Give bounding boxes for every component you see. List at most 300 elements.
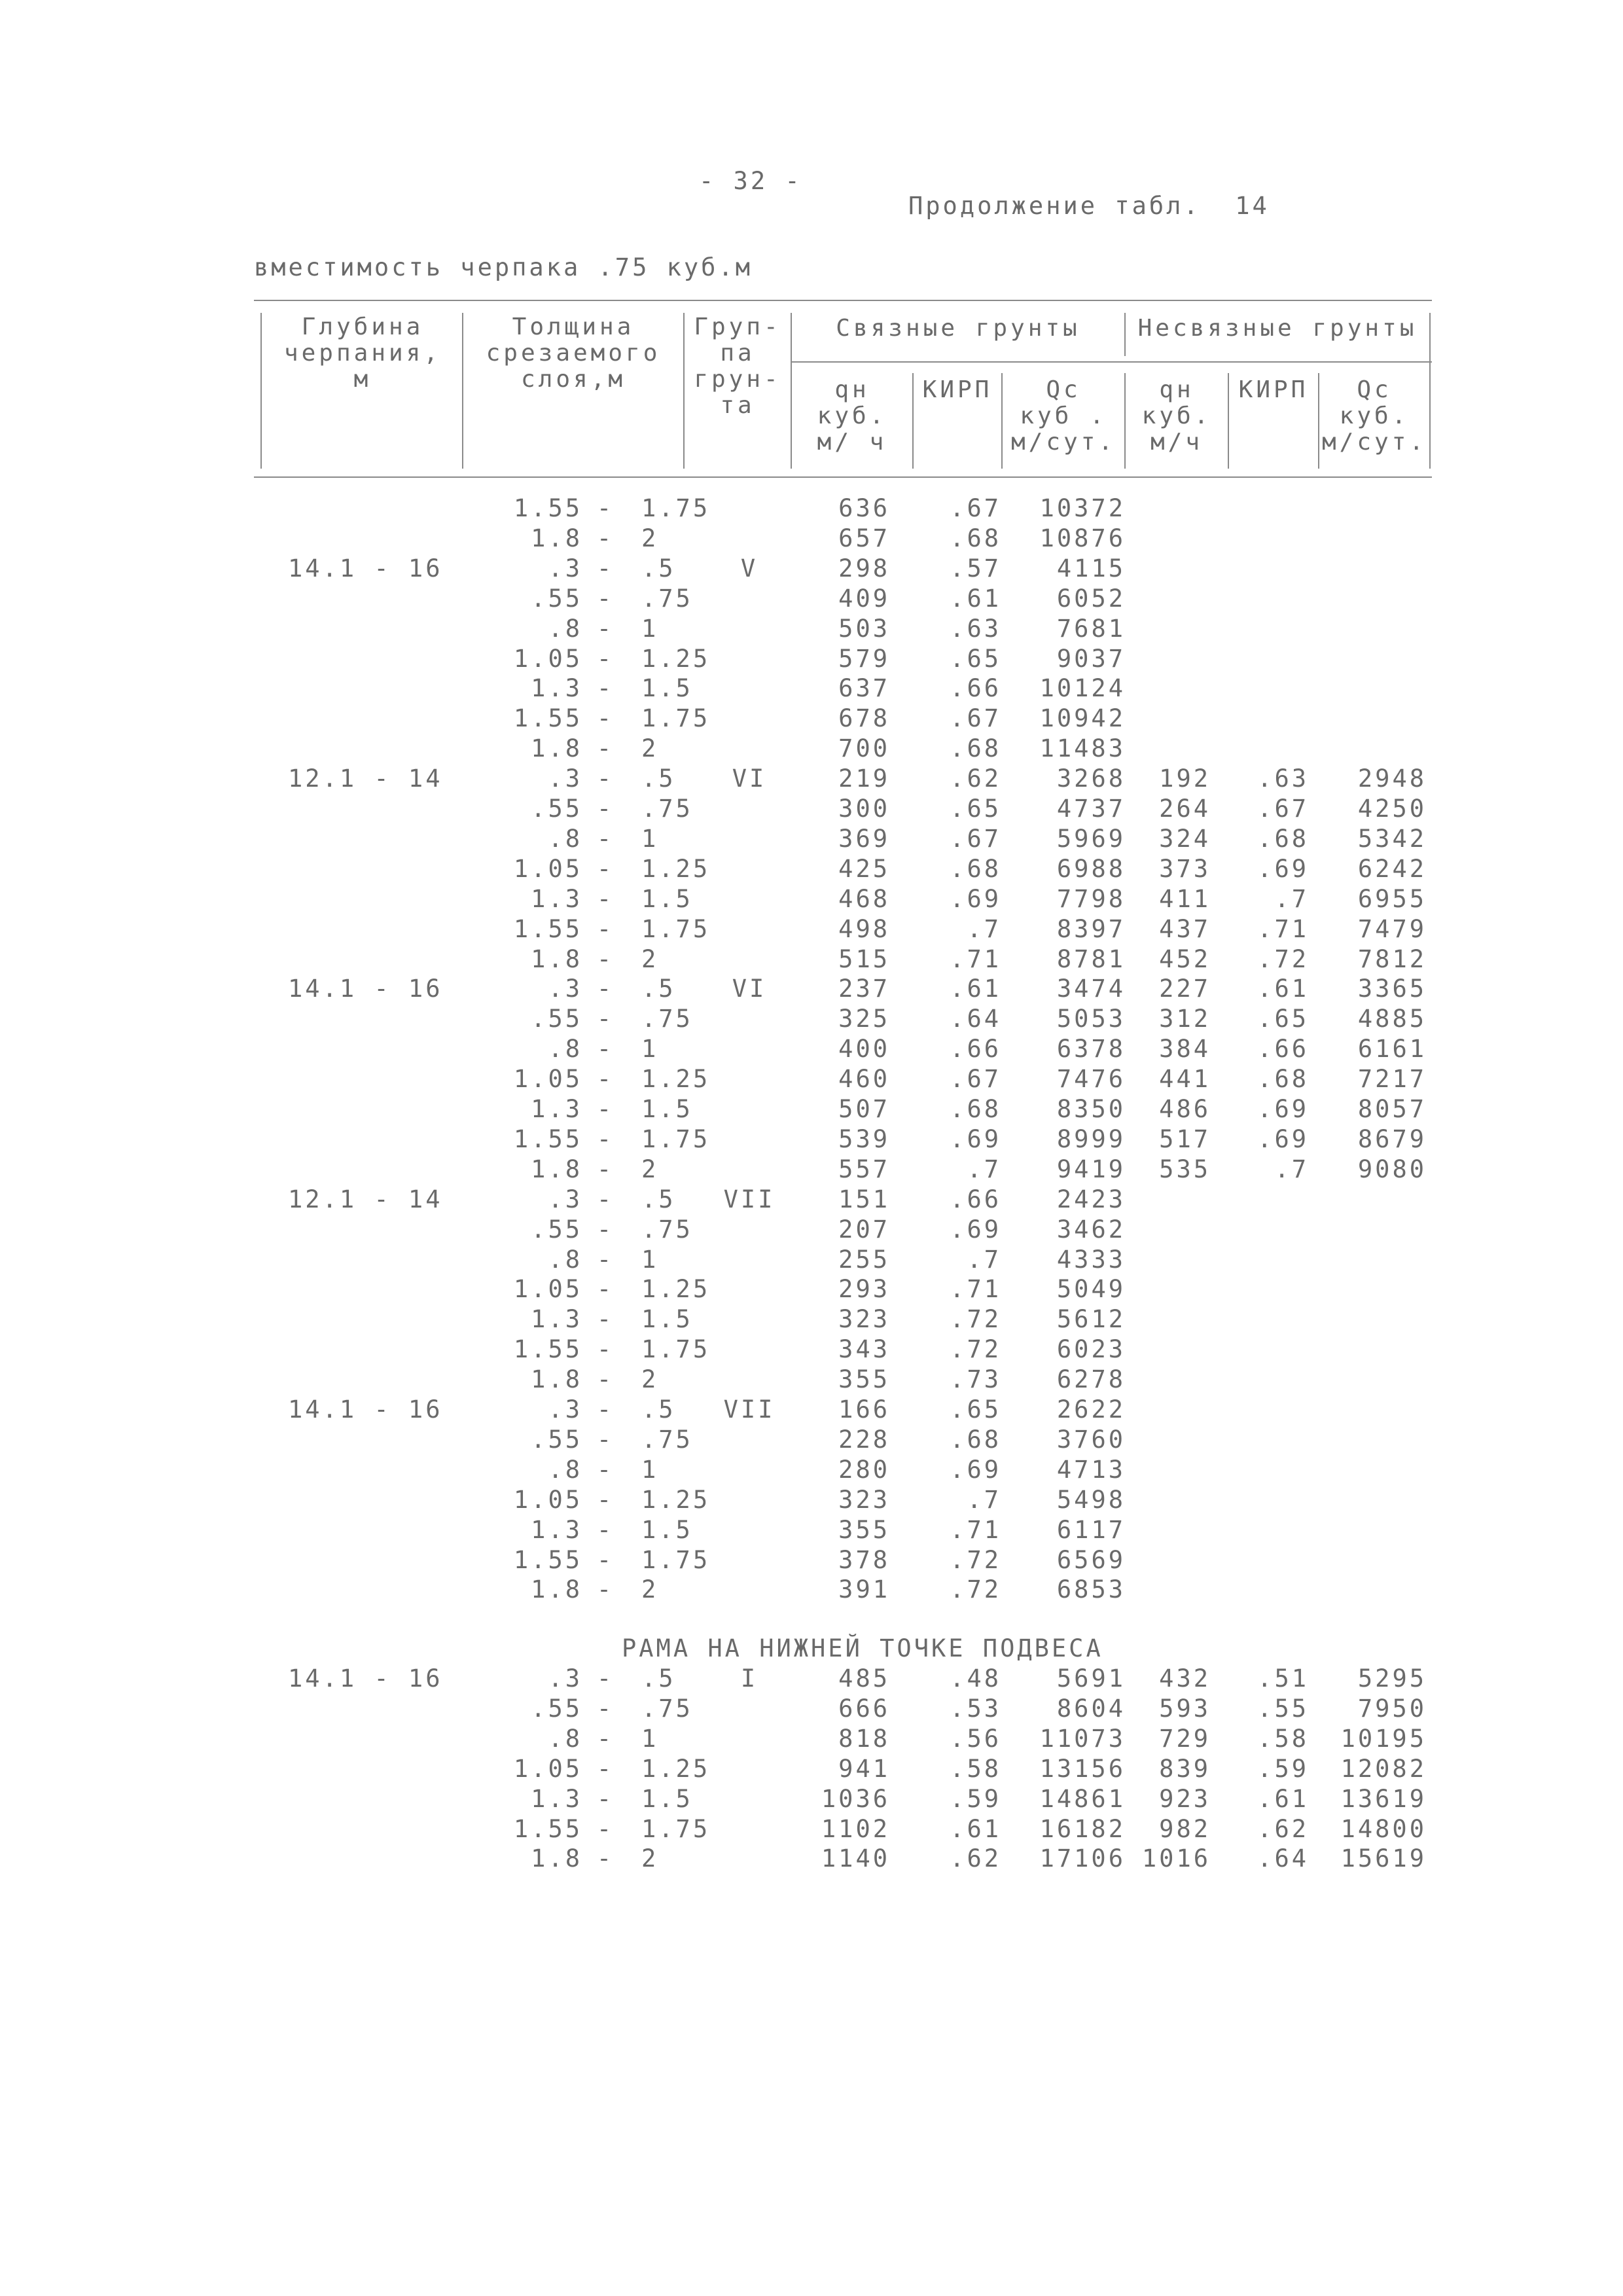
thickness-from-cell: 1.05 <box>513 1485 582 1514</box>
range-dash: - <box>596 1575 615 1604</box>
kirp-cohesive-cell: .72 <box>950 1305 1001 1334</box>
qn-cohesive-cell: 391 <box>838 1575 890 1604</box>
kirp-cohesive-cell: .67 <box>950 824 1001 853</box>
kirp-cohesive-cell: .69 <box>950 1124 1001 1153</box>
kirp-cohesive-cell: .48 <box>950 1664 1001 1693</box>
qn-noncohesive-cell: 839 <box>1159 1754 1211 1783</box>
range-dash: - <box>596 1694 615 1723</box>
thickness-to-cell: 1.75 <box>641 1124 711 1153</box>
thickness-from-cell: 1.3 <box>531 674 582 703</box>
qn-cohesive-cell: 255 <box>838 1245 890 1274</box>
thickness-to-cell: 1 <box>641 1245 659 1274</box>
header-qn-cohesive: qн куб. м/ ч <box>817 376 887 456</box>
range-dash: - <box>596 1754 615 1783</box>
kirp-noncohesive-cell: .55 <box>1257 1694 1309 1723</box>
header-col-divider <box>1124 313 1126 356</box>
qc-cohesive-cell: 7476 <box>1056 1065 1126 1094</box>
kirp-cohesive-cell: .64 <box>950 1005 1001 1033</box>
kirp-cohesive-cell: .72 <box>950 1575 1001 1604</box>
qn-cohesive-cell: 369 <box>838 824 890 853</box>
qn-noncohesive-cell: 384 <box>1159 1035 1211 1064</box>
qn-cohesive-cell: 485 <box>838 1664 890 1693</box>
depth-cell: 14.1 - 16 <box>288 1664 443 1693</box>
qc-cohesive-cell: 5691 <box>1056 1664 1126 1693</box>
qc-cohesive-cell: 3462 <box>1056 1215 1126 1244</box>
qn-cohesive-cell: 460 <box>838 1065 890 1094</box>
qn-cohesive-cell: 507 <box>838 1095 890 1123</box>
range-dash: - <box>596 1124 615 1153</box>
qn-cohesive-cell: 666 <box>838 1694 890 1723</box>
kirp-cohesive-cell: .53 <box>950 1694 1001 1723</box>
kirp-noncohesive-cell: .72 <box>1257 944 1309 973</box>
qn-cohesive-cell: 503 <box>838 614 890 643</box>
kirp-noncohesive-cell: .64 <box>1257 1844 1309 1873</box>
header-qc-cohesive: Qс куб . м/сут. <box>1010 376 1116 456</box>
soil-group-cell: VI <box>732 764 767 793</box>
thickness-to-cell: .5 <box>641 1395 676 1424</box>
kirp-cohesive-cell: .67 <box>950 494 1001 522</box>
thickness-to-cell: 1.25 <box>641 854 711 883</box>
qn-cohesive-cell: 298 <box>838 554 890 583</box>
qc-noncohesive-cell: 6955 <box>1357 884 1427 913</box>
thickness-from-cell: .3 <box>548 764 582 793</box>
soil-group-cell: I <box>740 1664 758 1693</box>
qn-cohesive-cell: 343 <box>838 1335 890 1364</box>
qc-noncohesive-cell: 7479 <box>1357 914 1427 943</box>
kirp-cohesive-cell: .65 <box>950 644 1001 673</box>
kirp-noncohesive-cell: .61 <box>1257 975 1309 1003</box>
qn-cohesive-cell: 400 <box>838 1035 890 1064</box>
thickness-to-cell: 1.75 <box>641 1814 711 1843</box>
thickness-to-cell: 2 <box>641 734 659 763</box>
header-col-divider <box>1429 313 1431 469</box>
qn-noncohesive-cell: 227 <box>1159 975 1211 1003</box>
kirp-cohesive-cell: .59 <box>950 1784 1001 1813</box>
header-col-divider <box>1318 373 1319 469</box>
header-soil-group: Груп- па грун- та <box>694 314 781 419</box>
qn-cohesive-cell: 219 <box>838 764 890 793</box>
qc-noncohesive-cell: 6161 <box>1357 1035 1427 1064</box>
kirp-cohesive-cell: .7 <box>967 1485 1001 1514</box>
soil-group-cell: V <box>740 554 758 583</box>
qn-noncohesive-cell: 729 <box>1159 1724 1211 1753</box>
qc-cohesive-cell: 6278 <box>1056 1365 1126 1394</box>
header-thickness: Толщина срезаемого слоя,м <box>486 314 661 393</box>
qc-cohesive-cell: 6378 <box>1056 1035 1126 1064</box>
thickness-from-cell: 1.55 <box>513 704 582 733</box>
qn-cohesive-cell: 637 <box>838 674 890 703</box>
kirp-cohesive-cell: .72 <box>950 1335 1001 1364</box>
qn-cohesive-cell: 378 <box>838 1545 890 1574</box>
qn-cohesive-cell: 207 <box>838 1215 890 1244</box>
kirp-noncohesive-cell: .59 <box>1257 1754 1309 1783</box>
qn-cohesive-cell: 355 <box>838 1365 890 1394</box>
thickness-from-cell: 1.05 <box>513 1065 582 1094</box>
thickness-to-cell: 1.75 <box>641 704 711 733</box>
kirp-noncohesive-cell: .58 <box>1257 1724 1309 1753</box>
thickness-to-cell: 1.5 <box>641 1305 693 1334</box>
qn-noncohesive-cell: 1016 <box>1141 1844 1211 1873</box>
qn-cohesive-cell: 468 <box>838 884 890 913</box>
thickness-from-cell: 1.55 <box>513 1335 582 1364</box>
qn-noncohesive-cell: 432 <box>1159 1664 1211 1693</box>
table-continuation-label: Продолжение табл. 14 <box>908 192 1270 220</box>
thickness-from-cell: 1.3 <box>531 884 582 913</box>
thickness-from-cell: 1.3 <box>531 1095 582 1123</box>
qc-noncohesive-cell: 8057 <box>1357 1095 1427 1123</box>
qn-cohesive-cell: 228 <box>838 1425 890 1454</box>
range-dash: - <box>596 1455 615 1484</box>
kirp-cohesive-cell: .69 <box>950 1455 1001 1484</box>
qn-cohesive-cell: 355 <box>838 1515 890 1544</box>
thickness-to-cell: .5 <box>641 554 676 583</box>
header-kirp-cohesive: КИРП <box>922 376 993 403</box>
qc-cohesive-cell: 16182 <box>1039 1814 1126 1843</box>
depth-cell: 14.1 - 16 <box>288 1395 443 1424</box>
range-dash: - <box>596 1425 615 1454</box>
qn-noncohesive-cell: 923 <box>1159 1784 1211 1813</box>
qc-cohesive-cell: 4713 <box>1056 1455 1126 1484</box>
range-dash: - <box>596 554 615 583</box>
qn-cohesive-cell: 700 <box>838 734 890 763</box>
qc-noncohesive-cell: 4250 <box>1357 795 1427 823</box>
thickness-from-cell: 1.3 <box>531 1515 582 1544</box>
range-dash: - <box>596 674 615 703</box>
range-dash: - <box>596 524 615 552</box>
kirp-cohesive-cell: .61 <box>950 975 1001 1003</box>
qc-cohesive-cell: 6853 <box>1056 1575 1126 1604</box>
kirp-noncohesive-cell: .7 <box>1274 884 1309 913</box>
thickness-to-cell: .75 <box>641 1005 693 1033</box>
range-dash: - <box>596 644 615 673</box>
kirp-cohesive-cell: .68 <box>950 524 1001 552</box>
thickness-from-cell: .55 <box>531 584 582 613</box>
range-dash: - <box>596 795 615 823</box>
thickness-from-cell: .55 <box>531 1425 582 1454</box>
thickness-to-cell: 1.5 <box>641 674 693 703</box>
thickness-to-cell: 1 <box>641 1455 659 1484</box>
range-dash: - <box>596 824 615 853</box>
thickness-from-cell: .8 <box>548 1455 582 1484</box>
thickness-from-cell: 1.55 <box>513 1814 582 1843</box>
qn-cohesive-cell: 237 <box>838 975 890 1003</box>
thickness-to-cell: 1.5 <box>641 1095 693 1123</box>
range-dash: - <box>596 914 615 943</box>
qn-cohesive-cell: 657 <box>838 524 890 552</box>
thickness-to-cell: 1.5 <box>641 1784 693 1813</box>
thickness-from-cell: 1.8 <box>531 1575 582 1604</box>
range-dash: - <box>596 1035 615 1064</box>
thickness-to-cell: 1.25 <box>641 1065 711 1094</box>
kirp-noncohesive-cell: .66 <box>1257 1035 1309 1064</box>
range-dash: - <box>596 1245 615 1274</box>
kirp-cohesive-cell: .68 <box>950 854 1001 883</box>
thickness-to-cell: 1.25 <box>641 1485 711 1514</box>
header-col-divider <box>1228 373 1229 469</box>
qc-noncohesive-cell: 2948 <box>1357 764 1427 793</box>
header-top-rule <box>254 300 1432 301</box>
range-dash: - <box>596 1095 615 1123</box>
thickness-to-cell: 1.25 <box>641 1754 711 1783</box>
thickness-from-cell: .8 <box>548 614 582 643</box>
thickness-to-cell: 1.5 <box>641 1515 693 1544</box>
thickness-from-cell: .3 <box>548 1185 582 1213</box>
qc-cohesive-cell: 4333 <box>1056 1245 1126 1274</box>
kirp-cohesive-cell: .67 <box>950 704 1001 733</box>
qn-noncohesive-cell: 437 <box>1159 914 1211 943</box>
kirp-noncohesive-cell: .62 <box>1257 1814 1309 1843</box>
kirp-cohesive-cell: .68 <box>950 1095 1001 1123</box>
kirp-cohesive-cell: .67 <box>950 1065 1001 1094</box>
thickness-from-cell: .8 <box>548 1035 582 1064</box>
thickness-to-cell: 2 <box>641 1155 659 1183</box>
thickness-from-cell: .8 <box>548 1245 582 1274</box>
thickness-from-cell: 1.8 <box>531 1365 582 1394</box>
qn-cohesive-cell: 941 <box>838 1754 890 1783</box>
qc-noncohesive-cell: 14800 <box>1340 1814 1427 1843</box>
qc-cohesive-cell: 5969 <box>1056 824 1126 853</box>
header-depth: Глубина черпания, м <box>283 314 442 393</box>
kirp-cohesive-cell: .58 <box>950 1754 1001 1783</box>
qc-cohesive-cell: 5053 <box>1056 1005 1126 1033</box>
qc-noncohesive-cell: 15619 <box>1340 1844 1427 1873</box>
thickness-from-cell: .55 <box>531 1005 582 1033</box>
qc-noncohesive-cell: 12082 <box>1340 1754 1427 1783</box>
kirp-cohesive-cell: .65 <box>950 795 1001 823</box>
qn-cohesive-cell: 678 <box>838 704 890 733</box>
range-dash: - <box>596 1844 615 1873</box>
thickness-from-cell: .3 <box>548 554 582 583</box>
qn-cohesive-cell: 166 <box>838 1395 890 1424</box>
qc-cohesive-cell: 8999 <box>1056 1124 1126 1153</box>
qc-cohesive-cell: 3474 <box>1056 975 1126 1003</box>
range-dash: - <box>596 1305 615 1334</box>
qc-noncohesive-cell: 10195 <box>1340 1724 1427 1753</box>
kirp-noncohesive-cell: .65 <box>1257 1005 1309 1033</box>
kirp-cohesive-cell: .65 <box>950 1395 1001 1424</box>
kirp-cohesive-cell: .7 <box>967 1155 1001 1183</box>
qn-noncohesive-cell: 411 <box>1159 884 1211 913</box>
header-col-divider <box>791 313 792 469</box>
kirp-cohesive-cell: .71 <box>950 1275 1001 1304</box>
qc-cohesive-cell: 6988 <box>1056 854 1126 883</box>
kirp-cohesive-cell: .68 <box>950 1425 1001 1454</box>
qn-cohesive-cell: 515 <box>838 944 890 973</box>
qn-cohesive-cell: 539 <box>838 1124 890 1153</box>
range-dash: - <box>596 884 615 913</box>
qc-noncohesive-cell: 4885 <box>1357 1005 1427 1033</box>
thickness-from-cell: 1.8 <box>531 1155 582 1183</box>
qc-cohesive-cell: 17106 <box>1039 1844 1126 1873</box>
header-group-rule <box>791 361 1432 363</box>
kirp-cohesive-cell: .69 <box>950 1215 1001 1244</box>
thickness-to-cell: 1.25 <box>641 1275 711 1304</box>
qc-cohesive-cell: 10942 <box>1039 704 1126 733</box>
header-col-divider <box>260 313 262 469</box>
thickness-from-cell: 1.55 <box>513 914 582 943</box>
qc-cohesive-cell: 6023 <box>1056 1335 1126 1364</box>
header-qn-noncohesive: qн куб. м/ч <box>1141 376 1212 456</box>
kirp-noncohesive-cell: .69 <box>1257 1124 1309 1153</box>
kirp-cohesive-cell: .71 <box>950 1515 1001 1544</box>
kirp-noncohesive-cell: .63 <box>1257 764 1309 793</box>
kirp-cohesive-cell: .73 <box>950 1365 1001 1394</box>
header-col-divider <box>912 373 914 469</box>
qc-noncohesive-cell: 7217 <box>1357 1065 1427 1094</box>
thickness-from-cell: 1.05 <box>513 1754 582 1783</box>
qn-noncohesive-cell: 982 <box>1159 1814 1211 1843</box>
qc-noncohesive-cell: 9080 <box>1357 1155 1427 1183</box>
qc-noncohesive-cell: 3365 <box>1357 975 1427 1003</box>
qc-cohesive-cell: 5049 <box>1056 1275 1126 1304</box>
range-dash: - <box>596 1365 615 1394</box>
qn-noncohesive-cell: 486 <box>1159 1095 1211 1123</box>
kirp-noncohesive-cell: .69 <box>1257 1095 1309 1123</box>
qc-cohesive-cell: 6052 <box>1056 584 1126 613</box>
range-dash: - <box>596 1005 615 1033</box>
qc-cohesive-cell: 6117 <box>1056 1515 1126 1544</box>
range-dash: - <box>596 1545 615 1574</box>
soil-group-cell: VII <box>723 1185 776 1213</box>
thickness-from-cell: .8 <box>548 824 582 853</box>
qc-cohesive-cell: 2622 <box>1056 1395 1126 1424</box>
qn-noncohesive-cell: 593 <box>1159 1694 1211 1723</box>
qc-cohesive-cell: 8604 <box>1056 1694 1126 1723</box>
qc-cohesive-cell: 10124 <box>1039 674 1126 703</box>
depth-cell: 14.1 - 16 <box>288 975 443 1003</box>
qn-noncohesive-cell: 441 <box>1159 1065 1211 1094</box>
range-dash: - <box>596 1724 615 1753</box>
qc-cohesive-cell: 13156 <box>1039 1754 1126 1783</box>
kirp-cohesive-cell: .57 <box>950 554 1001 583</box>
header-noncohesive-soils: Несвязные грунты <box>1137 315 1418 342</box>
thickness-to-cell: 1.75 <box>641 914 711 943</box>
kirp-cohesive-cell: .7 <box>967 914 1001 943</box>
qc-cohesive-cell: 7798 <box>1056 884 1126 913</box>
qc-cohesive-cell: 2423 <box>1056 1185 1126 1213</box>
range-dash: - <box>596 854 615 883</box>
qn-cohesive-cell: 151 <box>838 1185 890 1213</box>
qn-cohesive-cell: 425 <box>838 854 890 883</box>
kirp-cohesive-cell: .72 <box>950 1545 1001 1574</box>
thickness-from-cell: .8 <box>548 1724 582 1753</box>
qc-noncohesive-cell: 5342 <box>1357 824 1427 853</box>
qc-cohesive-cell: 5612 <box>1056 1305 1126 1334</box>
kirp-noncohesive-cell: .68 <box>1257 824 1309 853</box>
thickness-from-cell: 1.3 <box>531 1305 582 1334</box>
header-col-divider <box>1124 373 1126 469</box>
kirp-cohesive-cell: .69 <box>950 884 1001 913</box>
kirp-cohesive-cell: .66 <box>950 674 1001 703</box>
thickness-to-cell: .5 <box>641 1185 676 1213</box>
qn-cohesive-cell: 1102 <box>821 1814 890 1843</box>
kirp-cohesive-cell: .7 <box>967 1245 1001 1274</box>
qn-noncohesive-cell: 373 <box>1159 854 1211 883</box>
thickness-to-cell: .5 <box>641 1664 676 1693</box>
qn-cohesive-cell: 293 <box>838 1275 890 1304</box>
qc-cohesive-cell: 10372 <box>1039 494 1126 522</box>
qc-cohesive-cell: 14861 <box>1039 1784 1126 1813</box>
thickness-to-cell: 2 <box>641 524 659 552</box>
range-dash: - <box>596 614 615 643</box>
soil-group-cell: VII <box>723 1395 776 1424</box>
kirp-cohesive-cell: .61 <box>950 584 1001 613</box>
thickness-to-cell: .75 <box>641 1215 693 1244</box>
range-dash: - <box>596 1065 615 1094</box>
qc-cohesive-cell: 5498 <box>1056 1485 1126 1514</box>
kirp-noncohesive-cell: .68 <box>1257 1065 1309 1094</box>
qc-cohesive-cell: 4737 <box>1056 795 1126 823</box>
kirp-noncohesive-cell: .69 <box>1257 854 1309 883</box>
range-dash: - <box>596 704 615 733</box>
qn-cohesive-cell: 579 <box>838 644 890 673</box>
qn-cohesive-cell: 818 <box>838 1724 890 1753</box>
qc-cohesive-cell: 6569 <box>1056 1545 1126 1574</box>
qn-noncohesive-cell: 324 <box>1159 824 1211 853</box>
thickness-to-cell: 1.75 <box>641 1335 711 1364</box>
kirp-cohesive-cell: .68 <box>950 734 1001 763</box>
qn-cohesive-cell: 325 <box>838 1005 890 1033</box>
qc-noncohesive-cell: 6242 <box>1357 854 1427 883</box>
qc-cohesive-cell: 8350 <box>1056 1095 1126 1123</box>
thickness-from-cell: 1.3 <box>531 1784 582 1813</box>
thickness-to-cell: 2 <box>641 1844 659 1873</box>
soil-group-cell: VI <box>732 975 767 1003</box>
thickness-from-cell: 1.8 <box>531 1844 582 1873</box>
header-col-divider <box>1001 373 1003 469</box>
qn-noncohesive-cell: 312 <box>1159 1005 1211 1033</box>
qc-cohesive-cell: 9037 <box>1056 644 1126 673</box>
qn-noncohesive-cell: 452 <box>1159 944 1211 973</box>
thickness-from-cell: 1.55 <box>513 1545 582 1574</box>
range-dash: - <box>596 1664 615 1693</box>
thickness-from-cell: 1.55 <box>513 494 582 522</box>
qn-cohesive-cell: 323 <box>838 1305 890 1334</box>
range-dash: - <box>596 1335 615 1364</box>
range-dash: - <box>596 764 615 793</box>
thickness-to-cell: 2 <box>641 1365 659 1394</box>
qc-noncohesive-cell: 8679 <box>1357 1124 1427 1153</box>
qc-cohesive-cell: 11483 <box>1039 734 1126 763</box>
page-number: - 32 - <box>699 167 802 195</box>
depth-cell: 14.1 - 16 <box>288 554 443 583</box>
thickness-from-cell: .3 <box>548 1664 582 1693</box>
range-dash: - <box>596 1215 615 1244</box>
kirp-noncohesive-cell: .7 <box>1274 1155 1309 1183</box>
range-dash: - <box>596 1275 615 1304</box>
range-dash: - <box>596 1784 615 1813</box>
qn-noncohesive-cell: 535 <box>1159 1155 1211 1183</box>
range-dash: - <box>596 1395 615 1424</box>
thickness-to-cell: 1.75 <box>641 494 711 522</box>
range-dash: - <box>596 584 615 613</box>
qn-cohesive-cell: 409 <box>838 584 890 613</box>
kirp-cohesive-cell: .62 <box>950 764 1001 793</box>
thickness-to-cell: 1 <box>641 1724 659 1753</box>
qn-cohesive-cell: 323 <box>838 1485 890 1514</box>
thickness-to-cell: 1 <box>641 824 659 853</box>
thickness-from-cell: 1.55 <box>513 1124 582 1153</box>
qn-noncohesive-cell: 264 <box>1159 795 1211 823</box>
header-col-divider <box>462 313 463 469</box>
thickness-from-cell: 1.05 <box>513 644 582 673</box>
qc-cohesive-cell: 11073 <box>1039 1724 1126 1753</box>
kirp-cohesive-cell: .66 <box>950 1185 1001 1213</box>
qc-cohesive-cell: 9419 <box>1056 1155 1126 1183</box>
thickness-to-cell: 2 <box>641 1575 659 1604</box>
thickness-from-cell: 1.8 <box>531 524 582 552</box>
range-dash: - <box>596 1485 615 1514</box>
